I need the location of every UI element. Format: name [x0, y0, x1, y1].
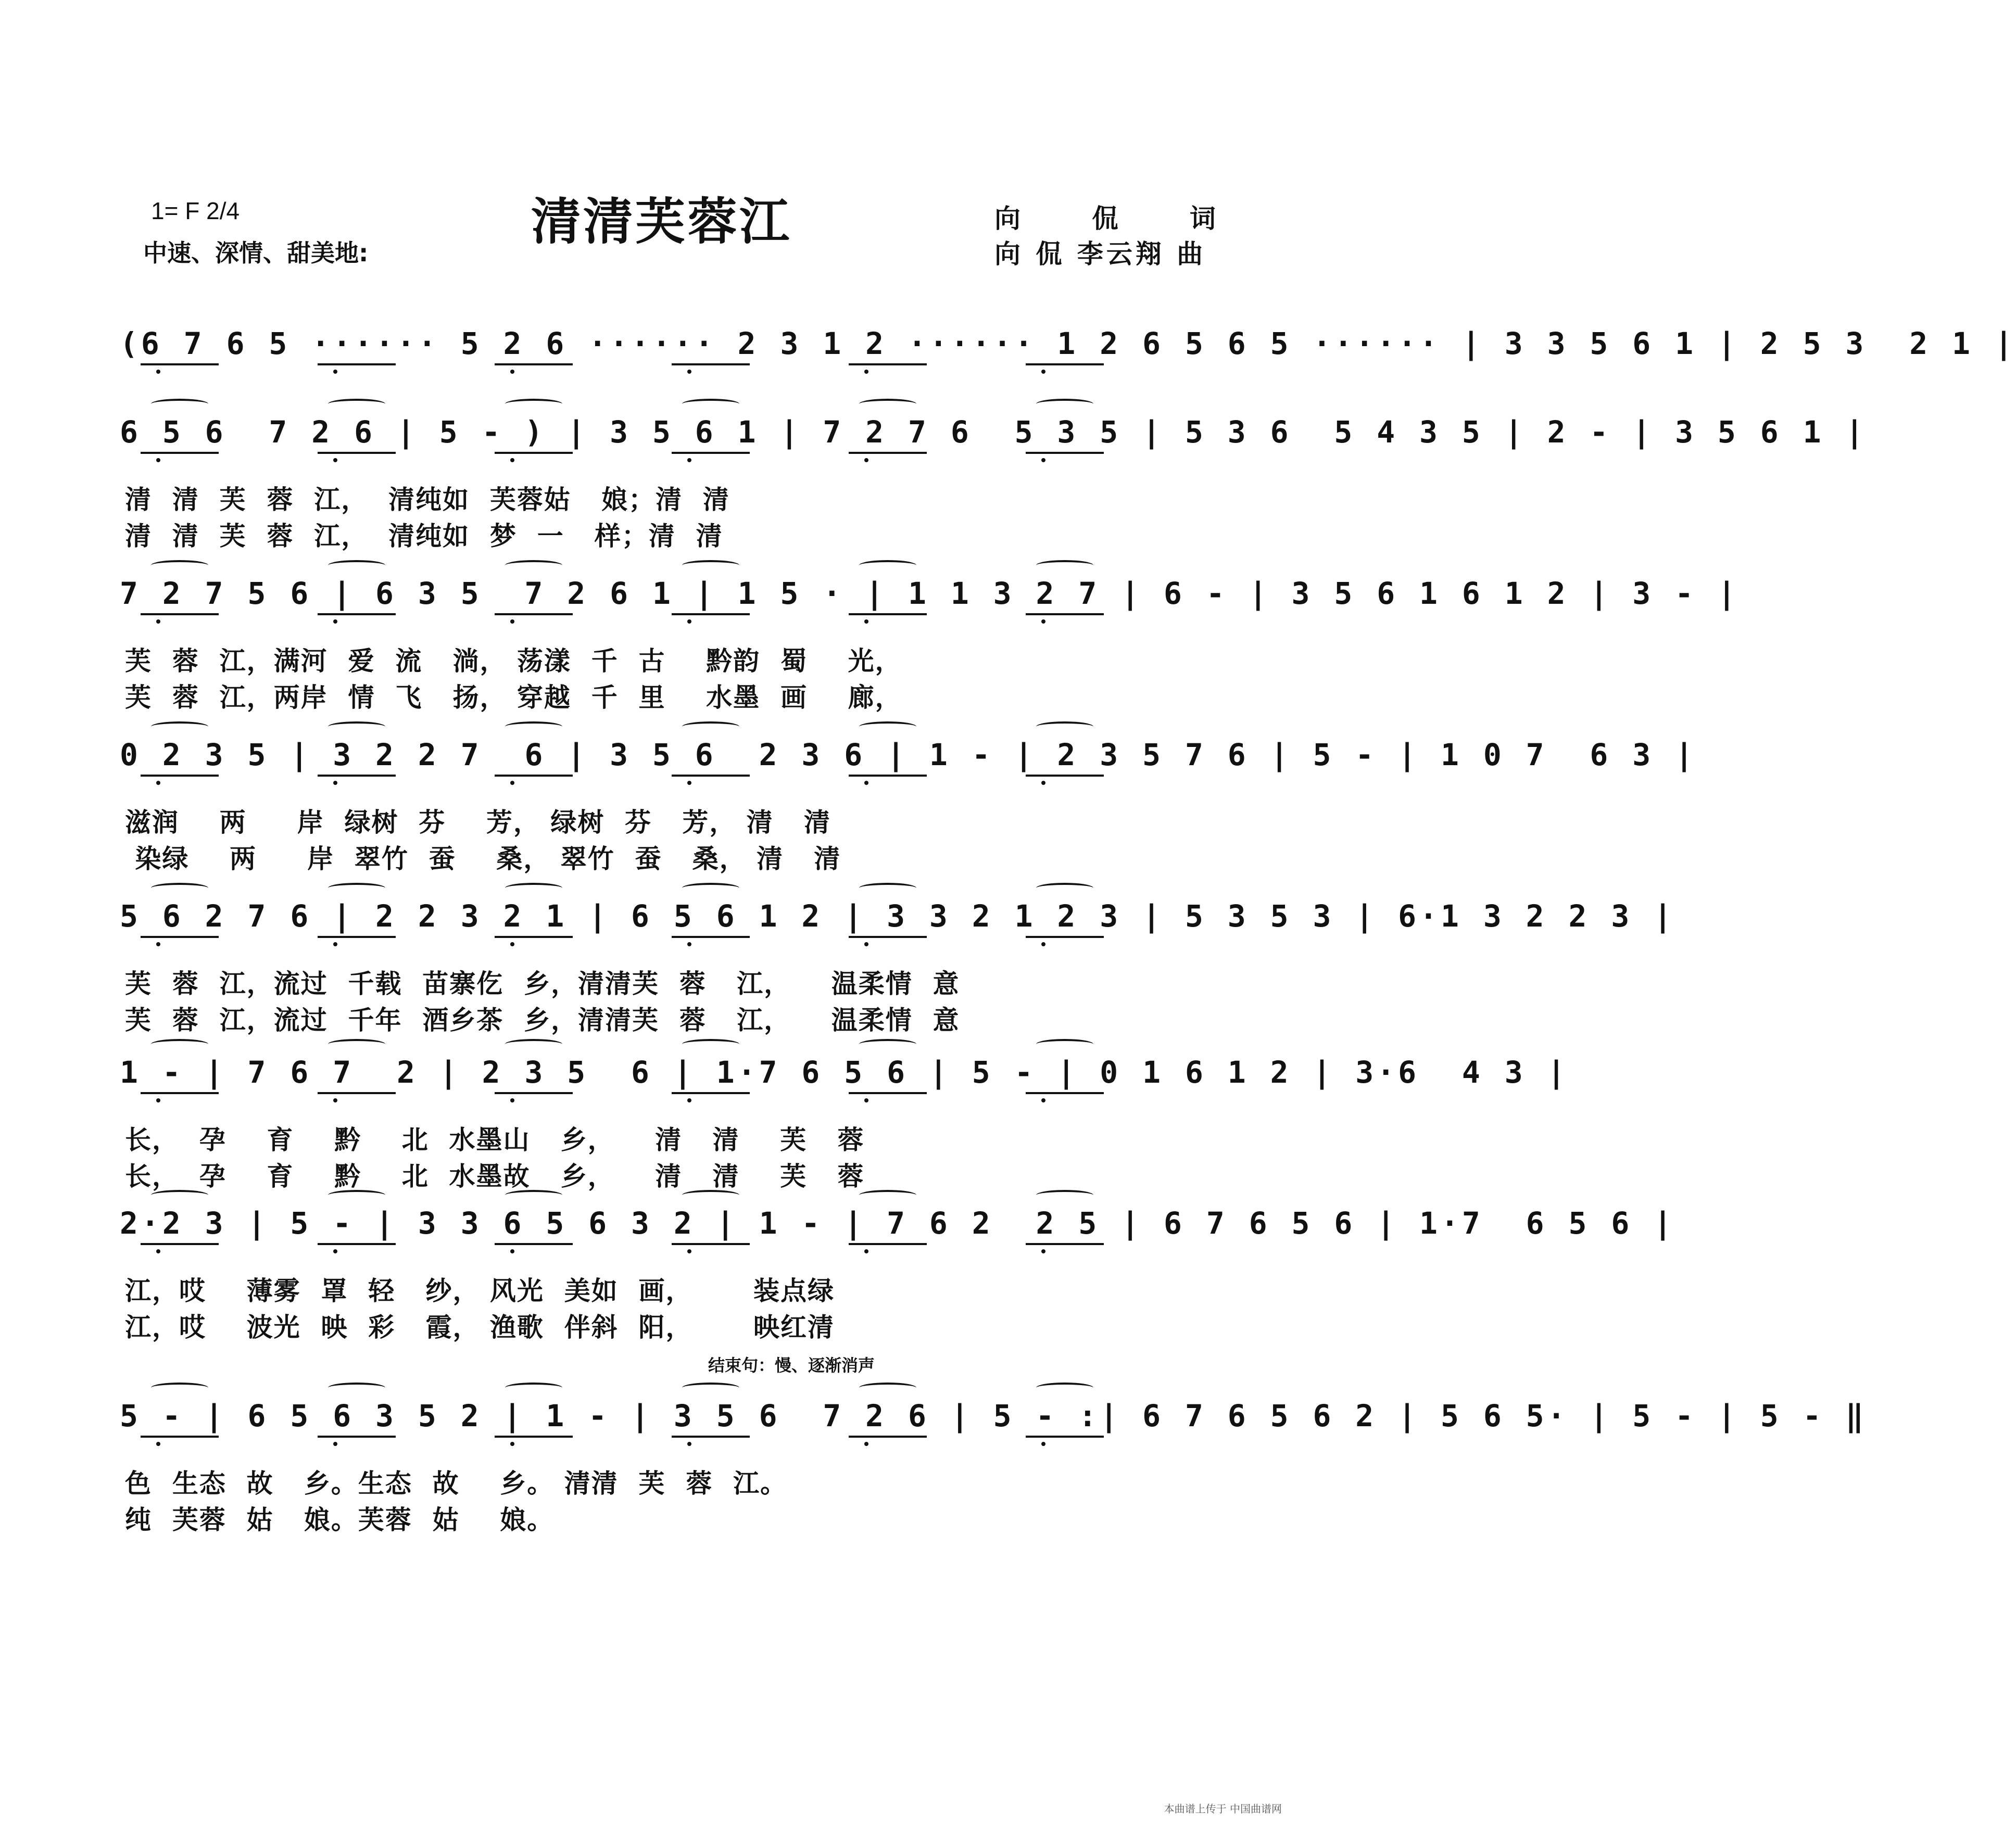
beam-line: [1026, 1436, 1104, 1438]
slur-mark: [505, 1383, 562, 1393]
beam-line: [141, 363, 219, 365]
notation-line: 5 6 2 7 6 | 2 2 3 2 1 | 6 5 6 1 2 | 3 3 2 1 2 3 | 5 3 5 3 | 6·1 3 2 2 3 |: [120, 898, 1675, 934]
beam-line: [495, 363, 573, 365]
slur-mark: [505, 1190, 562, 1200]
octave-dot: [510, 1442, 514, 1446]
score-system: [120, 885, 1675, 1035]
octave-dot: [156, 1098, 160, 1102]
octave-dot: [156, 458, 160, 462]
octave-dot: [333, 942, 337, 946]
slur-mark: [682, 399, 739, 409]
beam-line: [672, 363, 750, 365]
beam-line: [1026, 363, 1104, 365]
notation-line: 2·2 3 | 5 - | 3 3 6 5 6 3 2 | 1 - | 7 6 2 2 5 | 6 7 6 5 6 | 1·7 6 5 6 |: [120, 1206, 1675, 1241]
lyrics-verse-2: 芙 蓉 江，两岸 情 飞 扬， 穿越 千 里 水墨 画 廊，: [125, 682, 902, 713]
beam-line: [1026, 613, 1104, 615]
notation-line: 5 - | 6 5 6 3 5 2 | 1 - | 3 5 6 7 2 6 | 5 - :| 6 7 6 5 6 2 | 5 6 5· | 5 - | 5 - ‖: [120, 1398, 1867, 1434]
beam-line: [141, 775, 219, 777]
slur-mark: [682, 1039, 739, 1049]
octave-dot: [333, 370, 337, 374]
slur-mark: [682, 560, 739, 570]
beam-line: [1026, 1243, 1104, 1245]
lyrics-verse-2: 江，哎 波光 映 彩 霞， 渔歌 伴斜 阳， 映红清: [125, 1312, 835, 1342]
slur-mark: [328, 399, 385, 409]
octave-dot: [510, 370, 514, 374]
octave-dot: [333, 1249, 337, 1253]
octave-dot: [510, 1098, 514, 1102]
octave-dot: [687, 781, 691, 785]
footer-note: 本曲谱上传于 中国曲谱网: [1164, 1803, 1282, 1815]
beam-line: [849, 1436, 927, 1438]
beam-line: [318, 1092, 396, 1094]
score-system: [120, 562, 1739, 713]
slur-mark: [328, 1383, 385, 1393]
lyrics-verse-1: 滋润 两 岸 绿树 芬 芳， 绿树 芬 芳， 清 清: [125, 807, 831, 838]
beam-line: [1026, 936, 1104, 938]
lyrics-verse-2: 芙 蓉 江，流过 千年 酒乡茶 乡，清清芙 蓉 江， 温柔情 意: [125, 1005, 960, 1035]
beam-line: [318, 936, 396, 938]
octave-dot: [1041, 1098, 1045, 1102]
octave-dot: [1041, 370, 1045, 374]
octave-dot: [510, 619, 514, 624]
beam-line: [141, 452, 219, 454]
beam-line: [318, 1436, 396, 1438]
beam-line: [318, 775, 396, 777]
octave-dot: [687, 619, 691, 624]
slur-mark: [151, 883, 208, 893]
octave-dot: [510, 458, 514, 462]
beam-line: [1026, 775, 1104, 777]
lyrics-verse-1: 色 生态 故 乡。生态 故 乡。 清清 芙 蓉 江。: [125, 1468, 788, 1499]
octave-dot: [1041, 458, 1045, 462]
notation-line: (6 7 6 5 ······ 5 2 6 ······ 2 3 1 2 ······ 1 2 6 5 6 5 ······ | 3 3 5 6 1 | 2 5 3 2 1 |: [120, 326, 2016, 361]
octave-dot: [333, 781, 337, 785]
tempo-marking: 中速、深情、甜美地:: [143, 239, 369, 267]
octave-dot: [687, 1442, 691, 1446]
beam-line: [1026, 1092, 1104, 1094]
beam-line: [672, 613, 750, 615]
slur-mark: [682, 883, 739, 893]
notation-line: 0 2 3 5 | 3 2 2 7 6 | 3 5 6 2 3 6 | 1 - | 2 3 5 7 6 | 5 - | 1 0 7 6 3 |: [120, 737, 1697, 772]
beam-line: [849, 775, 927, 777]
lyrics-verse-1: 芙 蓉 江，流过 千载 苗寨仡 乡，清清芙 蓉 江， 温柔情 意: [125, 969, 960, 999]
slur-mark: [151, 1039, 208, 1049]
octave-dot: [156, 1249, 160, 1253]
slur-mark: [151, 1383, 208, 1393]
slur-mark: [505, 721, 562, 732]
beam-line: [849, 613, 927, 615]
beam-line: [672, 452, 750, 454]
slur-mark: [151, 1190, 208, 1200]
octave-dot: [1041, 1249, 1045, 1253]
beam-line: [141, 1092, 219, 1094]
slur-mark: [1036, 399, 1093, 409]
octave-dot: [156, 781, 160, 785]
slur-mark: [151, 560, 208, 570]
slur-mark: [859, 1383, 916, 1393]
octave-dot: [687, 942, 691, 946]
octave-dot: [156, 619, 160, 624]
octave-dot: [333, 1098, 337, 1102]
slur-mark: [859, 1190, 916, 1200]
beam-line: [318, 613, 396, 615]
lyrics-verse-1: 长， 孕 育 黔 北 水墨山 乡， 清 清 芙 蓉: [125, 1125, 865, 1155]
octave-dot: [864, 619, 868, 624]
beam-line: [849, 936, 927, 938]
beam-line: [672, 936, 750, 938]
beam-line: [495, 1436, 573, 1438]
octave-dot: [156, 942, 160, 946]
song-title: 清清芙蓉江: [531, 192, 791, 251]
octave-dot: [687, 458, 691, 462]
slur-mark: [1036, 1039, 1093, 1049]
key-signature: 1= F 2/4: [151, 197, 240, 224]
score-system: [120, 1385, 1867, 1535]
slur-mark: [505, 1039, 562, 1049]
slur-mark: [682, 721, 739, 732]
beam-line: [495, 613, 573, 615]
beam-line: [495, 1243, 573, 1245]
beam-line: [849, 452, 927, 454]
lyrics-verse-2: 纯 芙蓉 姑 娘。芙蓉 姑 娘。: [125, 1505, 555, 1535]
beam-line: [672, 775, 750, 777]
slur-mark: [505, 560, 562, 570]
beam-line: [141, 1243, 219, 1245]
ending-remark: 结束句：慢、逐渐消声: [708, 1355, 875, 1375]
lyrics-verse-2: 长， 孕 育 黔 北 水墨故 乡， 清 清 芙 蓉: [125, 1161, 865, 1191]
octave-dot: [687, 1249, 691, 1253]
slur-mark: [1036, 1383, 1093, 1393]
lyrics-verse-1: 江，哎 薄雾 罩 轻 纱， 风光 美如 画， 装点绿: [125, 1276, 835, 1306]
slur-mark: [328, 1039, 385, 1049]
beam-line: [672, 1436, 750, 1438]
slur-mark: [328, 883, 385, 893]
slur-mark: [151, 721, 208, 732]
octave-dot: [1041, 781, 1045, 785]
beam-line: [495, 452, 573, 454]
composer-credit: 向 侃 李云翔 曲: [994, 239, 1206, 269]
beam-line: [849, 1243, 927, 1245]
notation-line: 7 2 7 5 6 | 6 3 5 7 2 6 1 | 1 5 · | 1 1 3 2 7 | 6 - | 3 5 6 1 6 1 2 | 3 - |: [120, 576, 1739, 611]
score-system: [120, 401, 1867, 551]
slur-mark: [859, 721, 916, 732]
score-system: [120, 724, 1697, 874]
slur-mark: [505, 399, 562, 409]
slur-mark: [1036, 883, 1093, 893]
beam-line: [672, 1092, 750, 1094]
lyrics-verse-2: 染绿 两 岸 翠竹 蚕 桑， 翠竹 蚕 桑， 清 清: [125, 844, 841, 874]
beam-line: [1026, 452, 1104, 454]
score-system: [120, 1192, 1675, 1342]
octave-dot: [1041, 942, 1045, 946]
slur-mark: [1036, 560, 1093, 570]
octave-dot: [510, 942, 514, 946]
beam-line: [318, 1243, 396, 1245]
octave-dot: [687, 370, 691, 374]
beam-line: [672, 1243, 750, 1245]
slur-mark: [859, 399, 916, 409]
octave-dot: [864, 1442, 868, 1446]
slur-mark: [328, 721, 385, 732]
slur-mark: [682, 1383, 739, 1393]
octave-dot: [510, 781, 514, 785]
slur-mark: [328, 560, 385, 570]
slur-mark: [859, 560, 916, 570]
slur-mark: [505, 883, 562, 893]
octave-dot: [864, 370, 868, 374]
octave-dot: [1041, 1442, 1045, 1446]
beam-line: [495, 775, 573, 777]
lyricist-credit: 向 侃 词: [994, 204, 1247, 234]
octave-dot: [156, 370, 160, 374]
beam-line: [141, 613, 219, 615]
octave-dot: [864, 458, 868, 462]
lyrics-verse-1: 清 清 芙 蓉 江， 清纯如 芙蓉姑 娘；清 清: [125, 485, 730, 515]
slur-mark: [1036, 721, 1093, 732]
notation-line: 6 5 6 7 2 6 | 5 - ) | 3 5 6 1 | 7 2 7 6 5 3 5 | 5 3 6 5 4 3 5 | 2 - | 3 5 6 1 |: [120, 414, 1867, 450]
beam-line: [318, 363, 396, 365]
beam-line: [849, 1092, 927, 1094]
slur-mark: [859, 883, 916, 893]
beam-line: [495, 1092, 573, 1094]
slur-mark: [1036, 1190, 1093, 1200]
octave-dot: [1041, 619, 1045, 624]
score-system: [120, 1041, 1569, 1191]
beam-line: [318, 452, 396, 454]
beam-line: [849, 363, 927, 365]
octave-dot: [687, 1098, 691, 1102]
beam-line: [495, 936, 573, 938]
slur-mark: [328, 1190, 385, 1200]
lyrics-verse-1: 芙 蓉 江，满河 爱 流 淌， 荡漾 千 古 黔韵 蜀 光，: [125, 646, 902, 676]
octave-dot: [864, 1098, 868, 1102]
beam-line: [141, 1436, 219, 1438]
octave-dot: [864, 781, 868, 785]
octave-dot: [510, 1249, 514, 1253]
slur-mark: [151, 399, 208, 409]
octave-dot: [864, 942, 868, 946]
slur-mark: [682, 1190, 739, 1200]
octave-dot: [333, 619, 337, 624]
octave-dot: [864, 1249, 868, 1253]
octave-dot: [333, 1442, 337, 1446]
lyrics-verse-2: 清 清 芙 蓉 江， 清纯如 梦 一 样；清 清: [125, 521, 723, 551]
beam-line: [141, 936, 219, 938]
notation-line: 1 - | 7 6 7 2 | 2 3 5 6 | 1·7 6 5 6 | 5 - | 0 1 6 1 2 | 3·6 4 3 |: [120, 1055, 1569, 1090]
octave-dot: [156, 1442, 160, 1446]
slur-mark: [859, 1039, 916, 1049]
octave-dot: [333, 458, 337, 462]
